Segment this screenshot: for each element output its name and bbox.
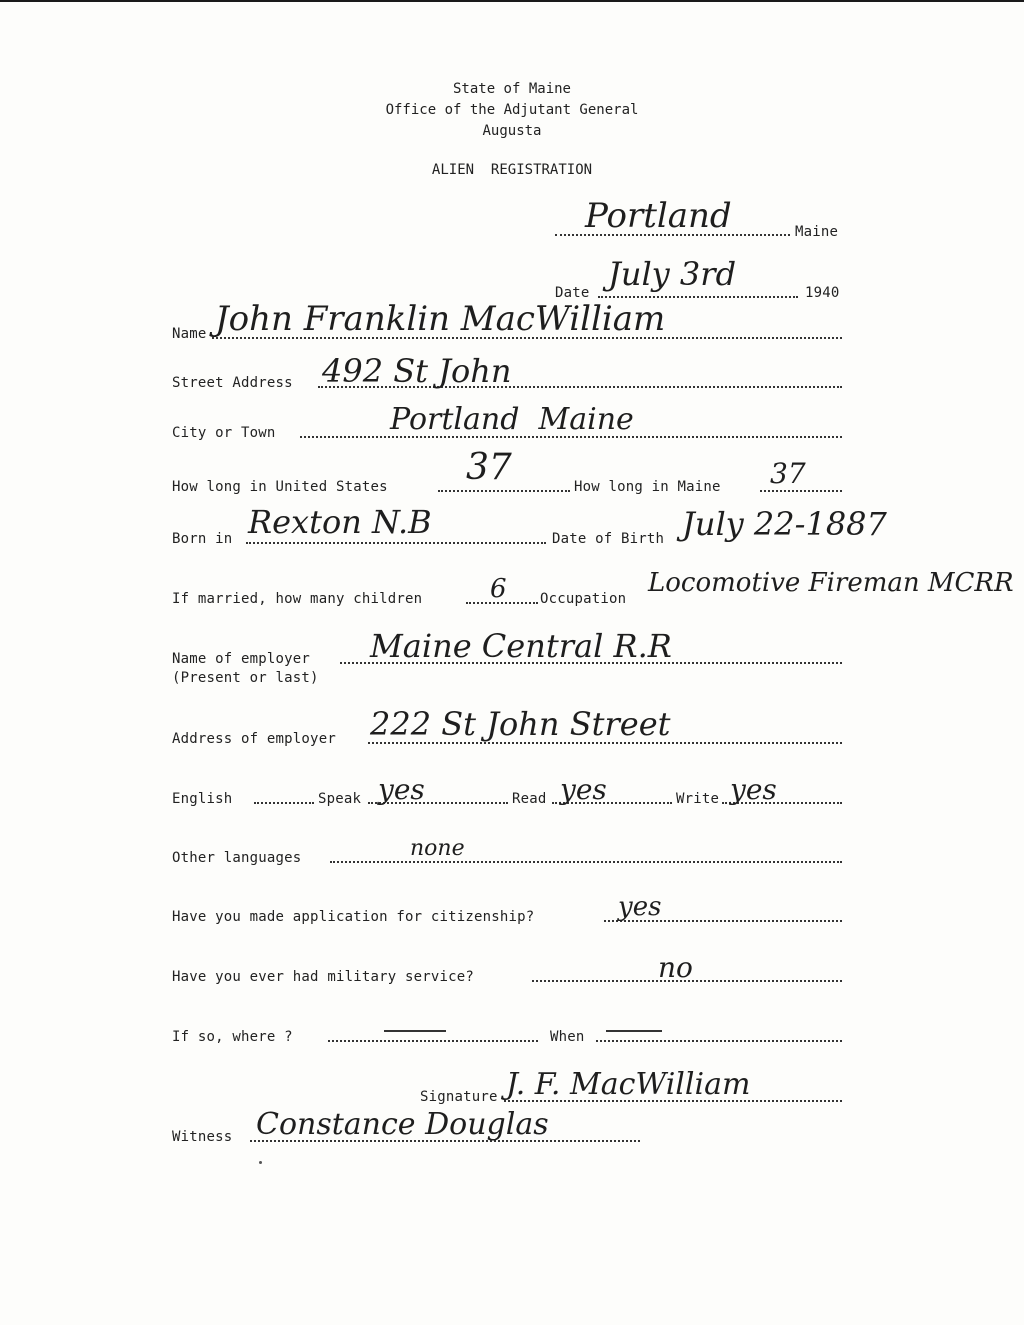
form-title: ALIEN REGISTRATION [431,162,593,178]
write-label: Write [676,791,720,807]
signature-label: Signature [420,1089,498,1105]
header-state: State of Maine [452,81,571,97]
children-label: If married, how many children [172,591,423,607]
speak-handwriting: yes [378,773,425,806]
when-label: When [550,1029,585,1045]
city-handwriting: Portland Maine [390,402,634,437]
witness-label: Witness [172,1129,233,1145]
children-handwriting: 6 [490,574,507,604]
employer-address-handwriting: 222 St John Street [370,705,671,743]
citizenship-label: Have you made application for citizenship? [172,909,535,925]
dob-label: Date of Birth [552,531,665,547]
read-label: Read [512,791,547,807]
street-label: Street Address [172,375,293,391]
born-dotline [246,542,546,544]
citizenship-handwriting: yes [618,892,662,922]
employer-address-label: Address of employer [172,731,336,747]
employer-label: Name of employer [172,651,311,667]
date-label: Date [555,285,590,301]
date-dotline [598,296,798,298]
where-dotline [328,1040,538,1042]
years-maine-label: How long in Maine [574,479,721,495]
speak-label: Speak [318,791,362,807]
ink-speck [259,1161,262,1164]
english-label: English [172,791,233,807]
other-languages-handwriting: none [410,836,465,861]
header-city: Augusta [482,123,542,139]
other-languages-dotline [330,861,842,863]
years-maine-handwriting: 37 [770,457,806,490]
where-dash [384,1030,446,1032]
english-dotline [254,802,314,804]
page-top-edge [0,0,1024,2]
born-handwriting: Rexton N.B [248,503,432,541]
military-handwriting: no [658,951,693,984]
when-dotline [596,1040,842,1042]
employer-sublabel: (Present or last) [172,670,319,686]
street-handwriting: 492 St John [322,352,512,390]
witness-handwriting: Constance Douglas [256,1107,549,1142]
city-label: City or Town [172,425,276,441]
read-handwriting: yes [560,773,607,806]
write-handwriting: yes [730,773,777,806]
location-state-label: Maine [795,224,839,240]
years-maine-dotline [760,490,842,492]
born-label: Born in [172,531,233,547]
date-handwriting: July 3rd [608,255,737,293]
date-year: 1940 [805,285,840,301]
occupation-handwriting: Locomotive Fireman MCRR [648,568,1014,598]
years-us-handwriting: 37 [466,447,512,488]
header-office: Office of the Adjutant General [385,102,639,118]
when-dash [606,1030,662,1032]
occupation-label: Occupation [540,591,627,607]
other-languages-label: Other languages [172,850,302,866]
employer-handwriting: Maine Central R.R [370,627,672,665]
dob-handwriting: July 22-1887 [682,505,887,543]
years-us-label: How long in United States [172,479,388,495]
name-label: Name [172,326,207,342]
location-city-handwriting: Portland [585,196,732,236]
where-label: If so, where ? [172,1029,293,1045]
military-label: Have you ever had military service? [172,969,475,985]
years-us-dotline [438,490,570,492]
name-handwriting: John Franklin MacWilliam [215,299,666,339]
signature-handwriting: J. F. MacWilliam [506,1067,751,1102]
